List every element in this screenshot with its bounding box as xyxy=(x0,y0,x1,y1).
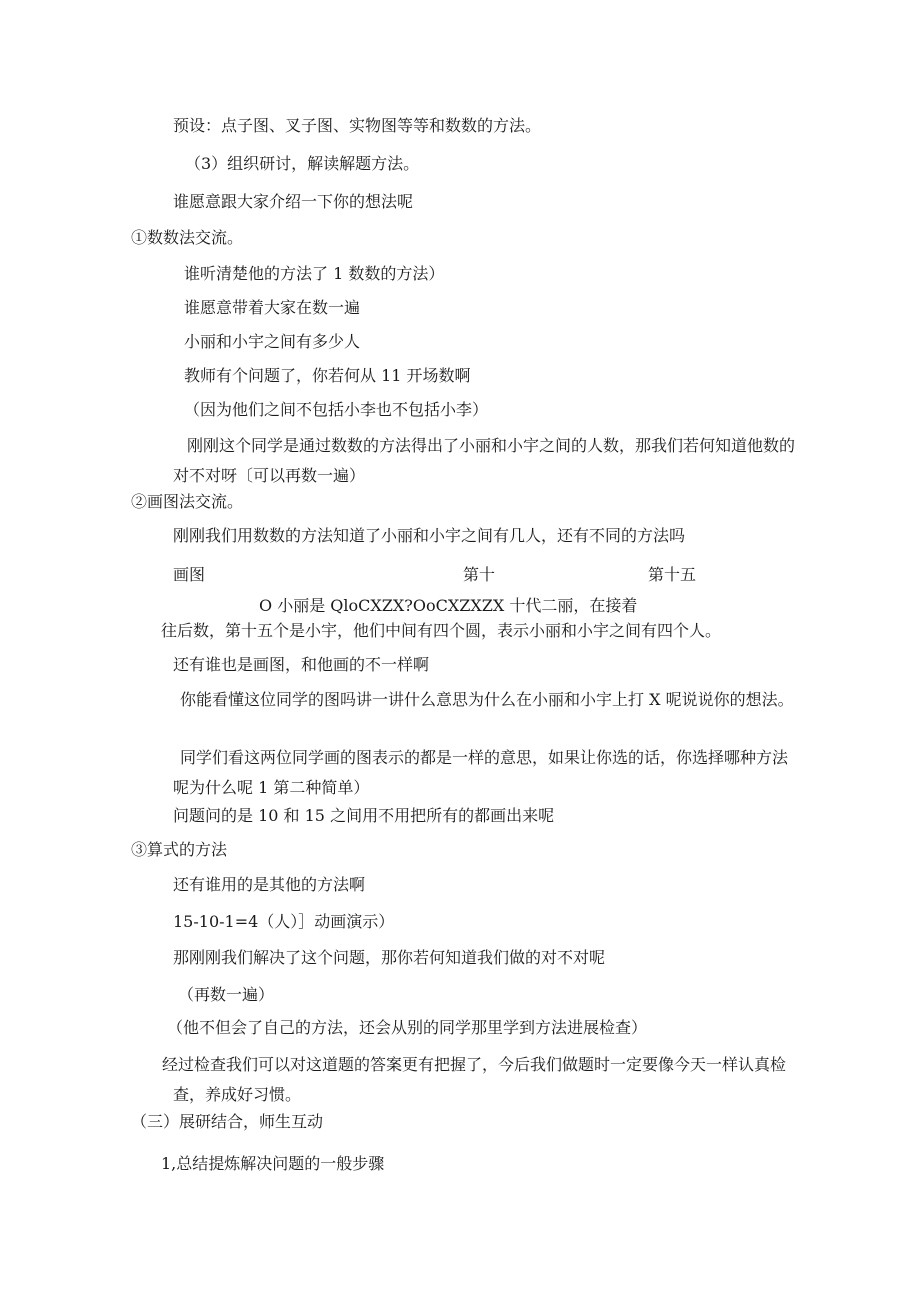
paragraph-just-now-student: 刚刚这个同学是通过数数的方法得出了小丽和小宇之间的人数，那我们若何知道他数的对不对呀〔可以再数一遍） xyxy=(173,436,796,485)
heading-counting-method: ①数数法交流。 xyxy=(131,228,244,247)
paragraph-how-many: 小丽和小宇之间有多少人 xyxy=(184,332,361,351)
paragraph-after-checking: 经过检查我们可以对这道题的答案更有把握了，今后我们做题时一定要像今天一样认真检查，养成好习惯。 xyxy=(162,1055,787,1104)
paragraph-step-3: （3）组织研讨，解读解题方法。 xyxy=(185,154,420,173)
paragraph-who-introduce: 谁愿意跟大家介绍一下你的想法呢 xyxy=(173,192,414,211)
paragraph-count-onward: 往后数，第十五个是小宇，他们中间有四个圆，表示小丽和小宇之间有四个人。 xyxy=(161,621,722,640)
paragraph-learned-method: （他不但会了自己的方法，还会从别的同学那里学到方法进展检查） xyxy=(167,1018,648,1037)
paragraph-different-method: 刚刚我们用数数的方法知道了小丽和小宇之间有几人，还有不同的方法吗 xyxy=(173,526,686,545)
label-tenth: 第十 xyxy=(463,565,496,584)
paragraph-teacher-question: 教师有个问题了，你若何从 11 开场数啊 xyxy=(184,366,471,385)
paragraph-preset: 预设：点子图、叉子图、实物图等等和数数的方法。 xyxy=(173,116,542,135)
paragraph-summary-steps: 1,总结提炼解决问题的一般步骤 xyxy=(161,1154,385,1173)
label-fifteenth: 第十五 xyxy=(648,565,697,584)
paragraph-count-again: 谁愿意带着大家在数一遍 xyxy=(184,298,361,317)
paragraph-circle-diagram: O 小丽是 QloCXZX?OoCXZXZX 十代二丽，在接着 xyxy=(259,596,638,615)
paragraph-count-once-more: （再数一遍） xyxy=(178,985,275,1004)
label-drawing: 画图 xyxy=(173,565,206,584)
paragraph-because: （因为他们之间不包括小李也不包括小李） xyxy=(184,400,489,419)
paragraph-compare-methods: 同学们看这两位同学画的图表示的都是一样的意思，如果让你选的话，你选择哪种方法呢为什么呢 1 第二种简单） xyxy=(173,748,789,797)
paragraph-formula: 15-10-1=4（人）］动画演示） xyxy=(173,912,395,931)
paragraph-draw-all: 问题问的是 10 和 15 之间用不用把所有的都画出来呢 xyxy=(173,806,555,825)
paragraph-another-drawing: 还有谁也是画图，和他画的不一样啊 xyxy=(173,655,430,674)
paragraph-verify: 那刚刚我们解决了这个问题，那你若何知道我们做的对不对呢 xyxy=(173,948,606,967)
heading-drawing-method: ②画图法交流。 xyxy=(131,492,244,511)
heading-formula-method: ③算式的方法 xyxy=(131,840,228,859)
paragraph-who-heard: 谁听清楚他的方法了 1 数数的方法） xyxy=(184,264,445,283)
paragraph-other-method: 还有谁用的是其他的方法啊 xyxy=(173,875,366,894)
heading-section-three: （三）展研结合，师生互动 xyxy=(131,1112,324,1131)
paragraph-understand-diagram: 你能看懂这位同学的图吗讲一讲什么意思为什么在小丽和小宇上打 X 呢说说你的想法。 xyxy=(180,690,794,709)
